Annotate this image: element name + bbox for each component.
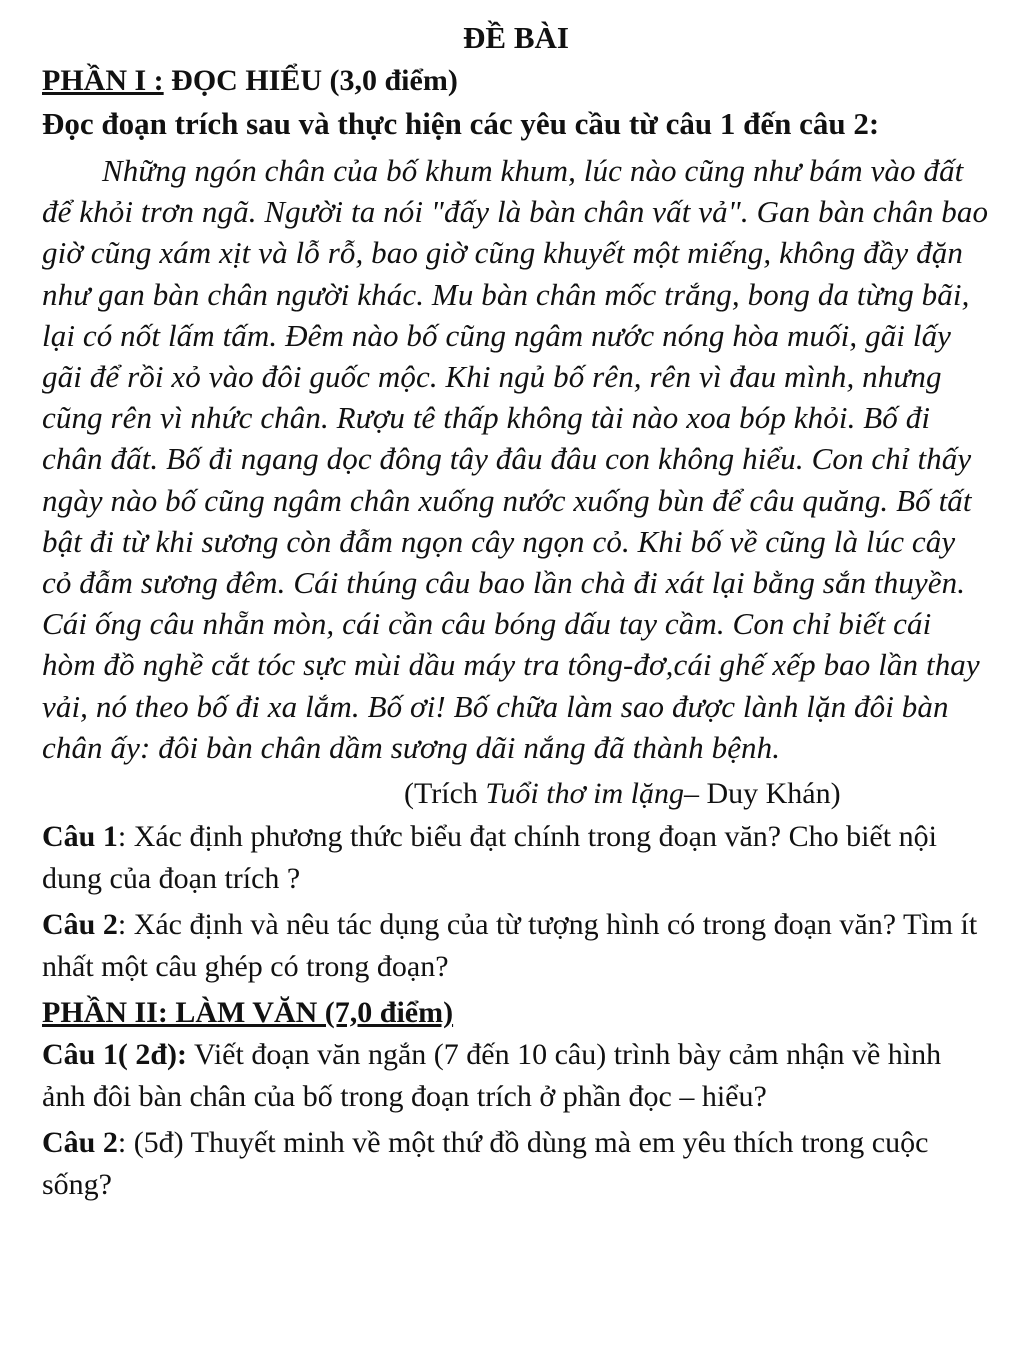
question-text: Viết đoạn văn ngắn (7 đến 10 câu) trình bày cảm nhận về hình ảnh đôi bàn chân của bố trong đoạn trích ở phần đọc – hiểu? [42,1038,942,1114]
part1-heading-rest: ĐỌC HIỂU (3,0 điểm) [163,64,458,97]
reading-instruction: Đọc đoạn trích sau và thực hiện các yêu cầu từ câu 1 đến câu 2: [42,106,880,141]
citation-prefix: (Trích [404,777,486,811]
question-text: : Xác định và nêu tác dụng của từ tượng hình có trong đoạn văn? Tìm ít nhất một câu ghép có trong đoạn? [42,908,978,984]
question-label: Câu 2 [42,908,118,942]
citation-work-title: Tuổi thơ im lặng [485,777,684,811]
part1-question-2 [42,904,990,988]
part1-heading-label: PHẦN I : [42,64,164,97]
question-label: Câu 1( 2đ): [42,1038,188,1072]
reading-passage: Những ngón chân của bố khum khum, lúc nào cũng như bám vào đất để khỏi trơn ngã. Người ta nói "đấy là bàn chân vất vả". Gan bàn chân bao giờ cũng xám xịt và lỗ rỗ, bao giờ cũng khuyết một miếng, không đầy đặn như gan bàn chân người khác. Mu bàn chân mốc trắng, bong da từng bãi, lại có nốt lấm tấm. Đêm nào bố cũng ngâm nước nóng hòa muối, gãi lấy gãi để rồi xỏ vào đôi guốc mộc. Khi ngủ bố rên, rên vì đau mình, nhưng cũng rên vì nhức chân. Rượu tê thấp không tài nào xoa bóp khỏi. Bố đi chân đất. Bố đi ngang dọc đông tây đâu đâu con không hiểu. Con chỉ thấy ngày nào bố cũng ngâm chân xuống nước xuống bùn để câu quăng. Bố tất bật đi từ khi sương còn đẫm ngọn cây ngọn cỏ. Khi bố về cũng là lúc cây cỏ đẫm sương đêm. Cái thúng câu bao lần chà đi xát lại bằng sắn thuyền. Cái ống câu nhẵn mòn, cái cần câu bóng dấu tay cầm. Con chỉ biết cái hòm đồ nghề cắt tóc sực mùi dầu máy tra tông-đơ,cái ghế xếp bao lần thay vải, nó theo bố đi xa lắm. Bố ơi! Bố chữa làm sao được lành lặn đôi bàn chân ấy: đôi bàn chân dầm sương dãi nắng đã thành bệnh. [42,153,989,765]
question-text: : (5đ) Thuyết minh về một thứ đồ dùng mà em yêu thích trong cuộc sống? [42,1126,929,1202]
citation-suffix: – Duy Khán) [683,777,841,811]
part1-question-1 [42,816,990,900]
exam-title: ĐỀ BÀI [463,20,569,55]
question-label: Câu 1 [42,820,118,854]
question-text: : Xác định phương thức biểu đạt chính trong đoạn văn? Cho biết nội dung của đoạn trích ? [42,820,937,896]
part2-heading: PHẦN II: LÀM VĂN (7,0 điểm) [42,996,454,1030]
part2-question-1 [42,1034,990,1118]
question-label: Câu 2 [42,1126,118,1160]
part1-heading [42,60,990,102]
passage-citation [42,772,990,816]
part2-question-2 [42,1122,990,1206]
